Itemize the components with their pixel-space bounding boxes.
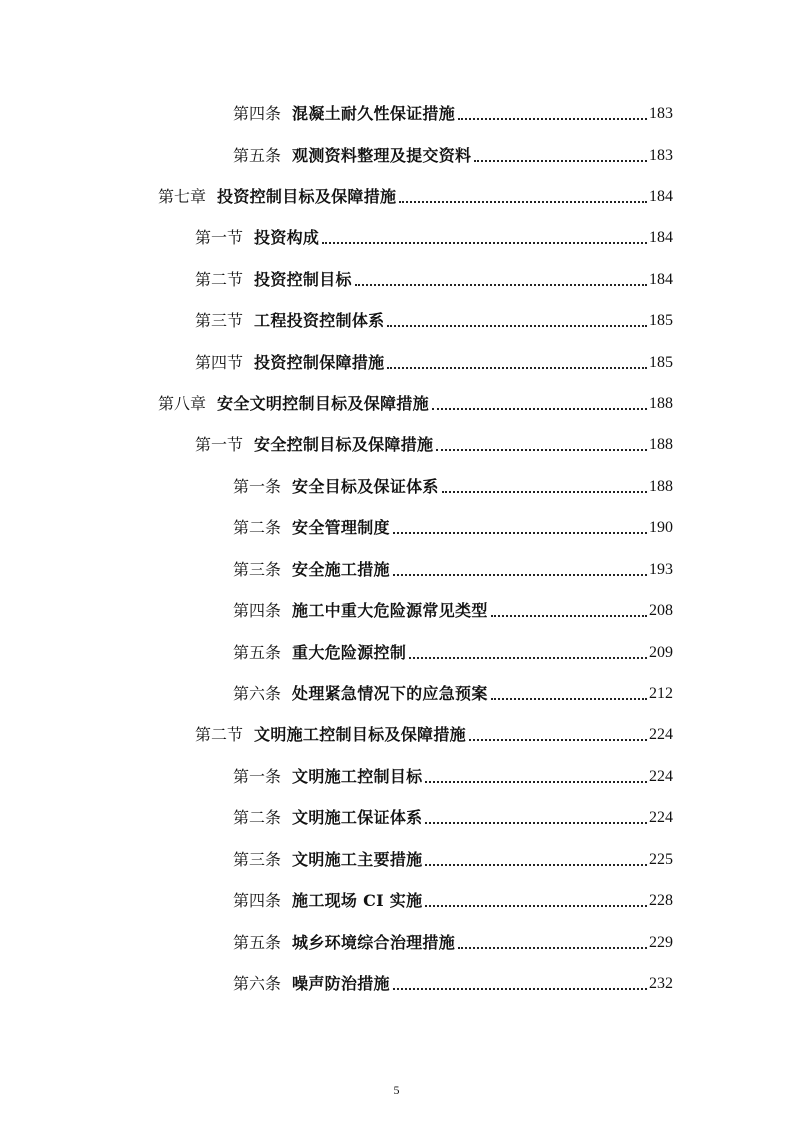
dot-leader: [491, 605, 647, 617]
toc-entry-number: 第三条: [233, 850, 282, 869]
toc-entry[interactable]: [195, 343, 673, 373]
dot-leader: [425, 812, 647, 824]
toc-entry-page: 232: [649, 975, 673, 992]
toc-entry-title: 文明施工主要措施: [292, 850, 423, 869]
dot-leader: [393, 522, 647, 534]
toc-entry-title: 投资控制目标: [254, 270, 352, 289]
toc-entry[interactable]: [233, 923, 673, 953]
toc-entry-number: 第一条: [233, 477, 282, 496]
toc-entry-page: 190: [649, 519, 673, 536]
toc-entry-page: 185: [649, 312, 673, 329]
toc-entry-number: 第二节: [195, 725, 244, 744]
toc-entry[interactable]: [233, 467, 673, 497]
toc-entry-title: 安全管理制度: [292, 518, 390, 537]
toc-entry-title: 安全控制目标及保障措施: [254, 435, 434, 454]
toc-entry[interactable]: [233, 94, 673, 124]
toc-entry[interactable]: [233, 798, 673, 828]
toc-entry[interactable]: [233, 136, 673, 166]
toc-entry[interactable]: [195, 425, 673, 455]
toc-entry-page: 225: [649, 851, 673, 868]
toc-entry-number: 第六条: [233, 974, 282, 993]
toc-entry-number: 第四条: [233, 104, 282, 123]
toc-entry-page: 183: [649, 105, 673, 122]
toc-entry-page: 188: [649, 436, 673, 453]
toc-entry[interactable]: [233, 757, 673, 787]
toc-entry-number: 第一节: [195, 228, 244, 247]
toc-entry[interactable]: [233, 674, 673, 704]
toc-entry-page: 229: [649, 934, 673, 951]
toc-entry-title: 重大危险源控制: [292, 643, 407, 662]
toc-entry-title: 安全施工措施: [292, 560, 390, 579]
toc-entry-title: 施工现场 CI 实施: [292, 891, 423, 910]
toc-entry-number: 第一节: [195, 435, 244, 454]
toc-entry-title: 安全文明控制目标及保障措施: [217, 394, 429, 413]
toc-entry-title: 施工中重大危险源常见类型: [292, 601, 488, 620]
toc-entry-page: 193: [649, 561, 673, 578]
dot-leader: [442, 481, 647, 493]
toc-entry-number: 第四节: [195, 353, 244, 372]
toc-entry[interactable]: [195, 715, 673, 745]
toc-entry[interactable]: [195, 301, 673, 331]
dot-leader: [491, 688, 647, 700]
toc-entry-page: 224: [649, 809, 673, 826]
toc-entry[interactable]: [158, 177, 673, 207]
toc-entry[interactable]: [195, 218, 673, 248]
dot-leader: [425, 771, 647, 783]
dot-leader: [393, 564, 647, 576]
toc-entry-page: 224: [649, 768, 673, 785]
dot-leader: [425, 854, 647, 866]
toc-entry-number: 第六条: [233, 684, 282, 703]
toc-entry-title: 安全目标及保证体系: [292, 477, 439, 496]
dot-leader: [393, 978, 647, 990]
toc-entry-page: 183: [649, 147, 673, 164]
dot-leader: [469, 729, 647, 741]
toc-entry-title: 投资控制目标及保障措施: [217, 187, 397, 206]
dot-leader: [425, 895, 647, 907]
toc-entry-page: 188: [649, 395, 673, 412]
toc-entry-title: 工程投资控制体系: [254, 311, 385, 330]
toc-entry-number: 第二节: [195, 270, 244, 289]
dot-leader: [387, 315, 647, 327]
toc-entry[interactable]: [233, 633, 673, 663]
toc-entry[interactable]: [233, 881, 673, 911]
toc-entry-title: 观测资料整理及提交资料: [292, 146, 472, 165]
toc-entry-number: 第五条: [233, 933, 282, 952]
toc-entry-title: 文明施工保证体系: [292, 808, 423, 827]
toc-entry-page: 184: [649, 271, 673, 288]
dot-leader: [409, 647, 647, 659]
dot-leader: [474, 150, 647, 162]
toc-entry-title: 投资控制保障措施: [254, 353, 385, 372]
toc-entry-number: 第八章: [158, 394, 207, 413]
dot-leader: [432, 398, 647, 410]
toc-entry-page: 212: [649, 685, 673, 702]
toc-entry-number: 第二条: [233, 518, 282, 537]
dot-leader: [458, 108, 647, 120]
toc-entry-number: 第一条: [233, 767, 282, 786]
toc-entry[interactable]: [233, 840, 673, 870]
dot-leader: [387, 357, 647, 369]
toc-entry-title: 文明施工控制目标及保障措施: [254, 725, 466, 744]
toc-entry-number: 第五条: [233, 146, 282, 165]
toc-entry-number: 第四条: [233, 891, 282, 910]
toc-entry-title: 城乡环境综合治理措施: [292, 933, 456, 952]
dot-leader: [436, 439, 647, 451]
toc-entry-page: 209: [649, 644, 673, 661]
toc-entry-number: 第五条: [233, 643, 282, 662]
toc-entry-number: 第二条: [233, 808, 282, 827]
dot-leader: [355, 274, 647, 286]
toc-entry[interactable]: [233, 591, 673, 621]
toc-entry-title: 混凝土耐久性保证措施: [292, 104, 456, 123]
toc-entry-page: 184: [649, 188, 673, 205]
toc-entry-number: 第四条: [233, 601, 282, 620]
toc-entry-number: 第三条: [233, 560, 282, 579]
toc-entry-page: 228: [649, 892, 673, 909]
toc-entry-title: 噪声防治措施: [292, 974, 390, 993]
toc-entry-page: 184: [649, 229, 673, 246]
dot-leader: [458, 937, 647, 949]
toc-entry[interactable]: [195, 260, 673, 290]
dot-leader: [322, 232, 647, 244]
toc-entry-page: 185: [649, 354, 673, 371]
toc-entry-number: 第三节: [195, 311, 244, 330]
toc-entry[interactable]: [233, 508, 673, 538]
toc-entry-page: 208: [649, 602, 673, 619]
toc-entry[interactable]: [158, 384, 673, 414]
toc-entry-title: 投资构成: [254, 228, 320, 247]
toc-entry[interactable]: [233, 964, 673, 994]
toc-entry[interactable]: [233, 550, 673, 580]
toc-entry-number: 第七章: [158, 187, 207, 206]
toc-entry-title: 文明施工控制目标: [292, 767, 423, 786]
toc-entry-page: 224: [649, 726, 673, 743]
page-number: 5: [393, 1083, 400, 1097]
dot-leader: [399, 191, 647, 203]
toc-entry-title: 处理紧急情况下的应急预案: [292, 684, 488, 703]
toc-entry-page: 188: [649, 478, 673, 495]
